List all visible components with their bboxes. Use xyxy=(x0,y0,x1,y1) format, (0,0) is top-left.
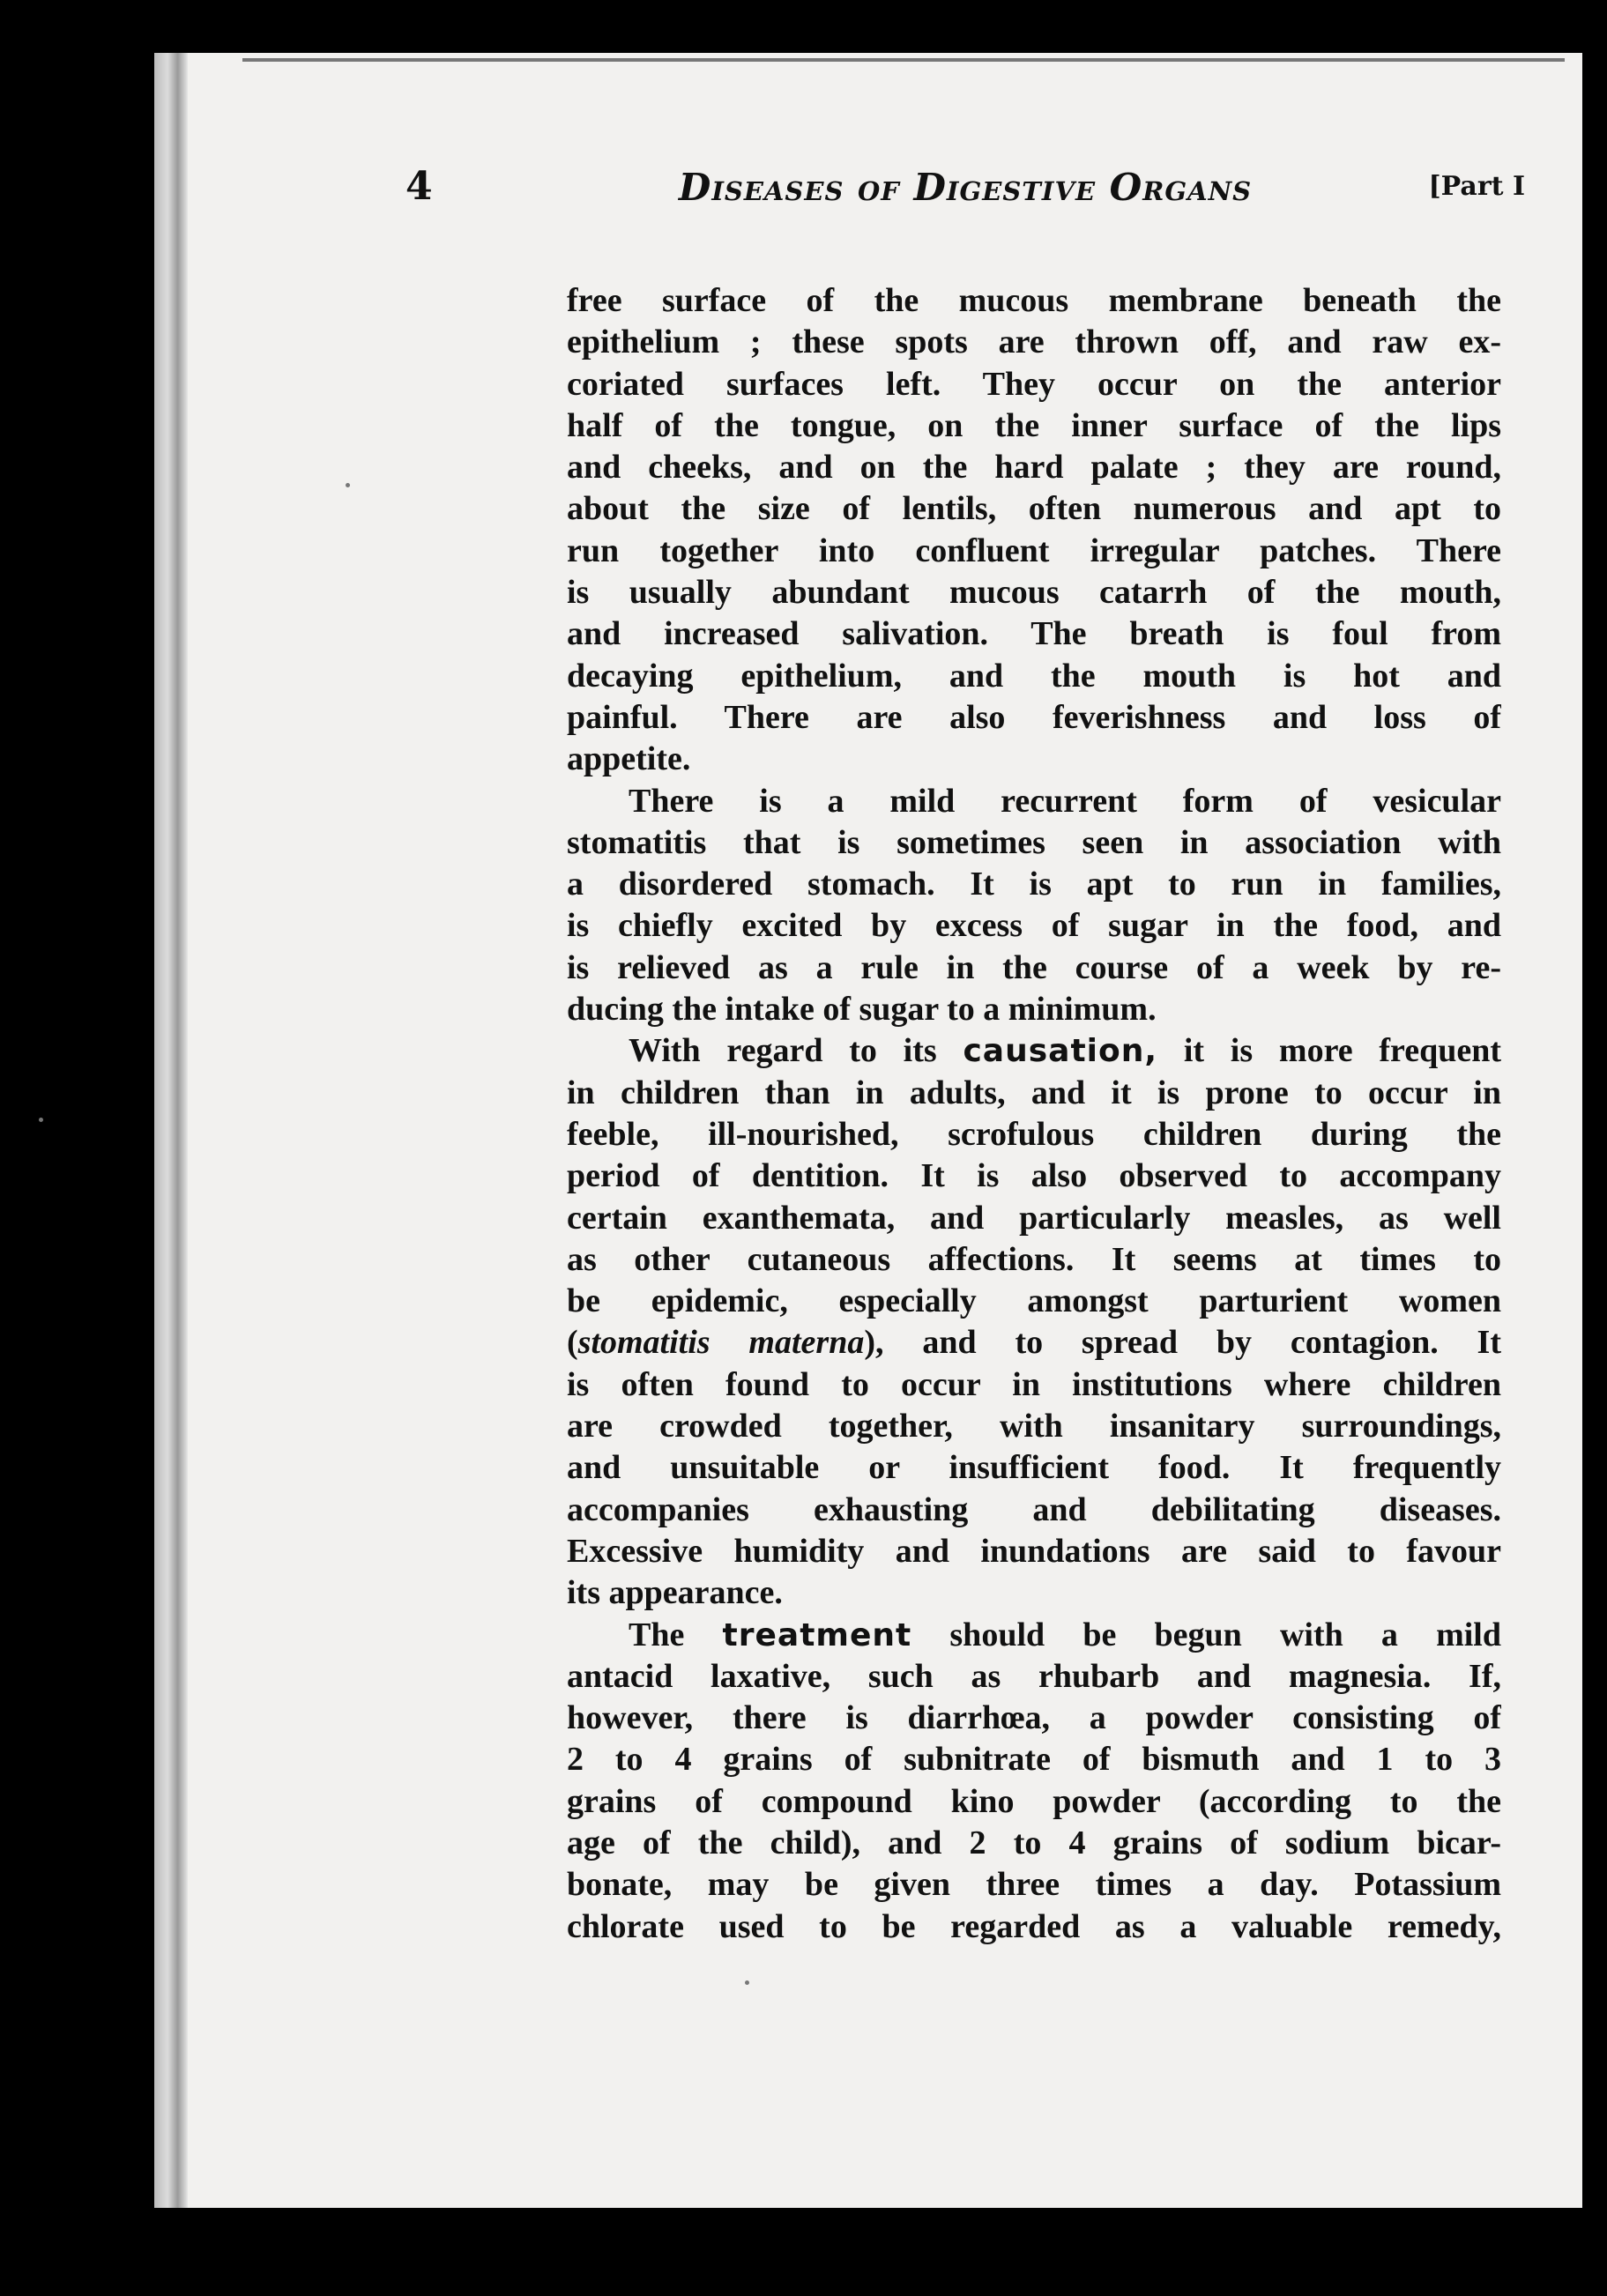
text-line: antacid laxative, such as rhubarb and magnesia. If, xyxy=(567,1657,1501,1695)
text-line: 2 to 4 grains of subnitrate of bismuth and 1 to 3 xyxy=(567,1741,1501,1779)
text-line: is relieved as a rule in the course of a week by re- xyxy=(567,948,1501,986)
running-title: Diseases of Digestive Organs xyxy=(678,166,1253,209)
text-line: is often found to occur in institutions where children xyxy=(567,1365,1501,1403)
part-label: [Part I xyxy=(1428,171,1525,202)
text-line: stomatitis that is sometimes seen in association with xyxy=(567,823,1501,861)
text-line: a disordered stomach. It is apt to run in families, xyxy=(567,866,1501,903)
text-fragment: ( xyxy=(567,1324,578,1362)
text-line: bonate, may be given three times a day. Potassium xyxy=(567,1866,1501,1904)
text-line: There is a mild recurrent form of vesicular xyxy=(629,782,1501,820)
text-line xyxy=(567,1615,1501,1656)
text-line xyxy=(567,1322,1501,1363)
scan-speck xyxy=(346,483,350,487)
text-line: age of the child), and 2 to 4 grains of sodium bicar- xyxy=(567,1824,1501,1861)
scan-speck xyxy=(745,1980,749,1985)
page-header xyxy=(405,157,1525,219)
text-line: period of dentition. It is also observed to accompany xyxy=(567,1157,1501,1195)
body-text xyxy=(567,280,1501,1948)
text-line: decaying epithelium, and the mouth is hot and xyxy=(567,657,1501,695)
text-line: be epidemic, especially amongst parturient women xyxy=(567,1282,1501,1320)
text-line: are crowded together, with insanitary surroundings, xyxy=(567,1408,1501,1445)
page-number: 4 xyxy=(405,164,433,209)
text-fragment: should be begun with a mild xyxy=(949,1616,1501,1653)
text-line: however, there is diarrhœa, a powder consisting of xyxy=(567,1699,1501,1737)
text-line: chlorate used to be regarded as a valuable remedy, xyxy=(567,1907,1501,1945)
text-line: is usually abundant mucous catarrh of the mouth, xyxy=(567,574,1501,612)
text-line: accompanies exhausting and debilitating diseases. xyxy=(567,1490,1501,1528)
italic-term: stomatitis materna xyxy=(577,1324,865,1362)
text-line: its appearance. xyxy=(567,1574,783,1612)
text-line: about the size of lentils, often numerous and apt to xyxy=(567,490,1501,528)
text-line: as other cutaneous affections. It seems at times to xyxy=(567,1240,1501,1278)
text-line: and increased salivation. The breath is foul from xyxy=(567,615,1501,653)
text-line: certain exanthemata, and particularly measles, as well xyxy=(567,1199,1501,1237)
text-line: painful. There are also feverishness and loss of xyxy=(567,698,1501,736)
text-fragment: With regard to its xyxy=(629,1032,937,1070)
text-line: and unsuitable or insufficient food. It frequently xyxy=(567,1449,1501,1487)
text-line: epithelium ; these spots are thrown off, and raw ex- xyxy=(567,323,1501,361)
book-spine-edge xyxy=(154,53,188,2208)
scan-speck xyxy=(39,1118,43,1122)
text-fragment: ), and to spread by contagion. It xyxy=(864,1324,1501,1362)
text-line: appetite. xyxy=(567,740,691,778)
text-line: run together into confluent irregular patches. There xyxy=(567,531,1501,569)
text-fragment: The xyxy=(629,1616,685,1653)
page-top-edge xyxy=(242,58,1565,62)
text-line xyxy=(567,1030,1501,1072)
text-line: free surface of the mucous membrane beneath the xyxy=(567,282,1501,319)
text-line: half of the tongue, on the inner surface of the lips xyxy=(567,406,1501,444)
text-fragment: it is more frequent xyxy=(1183,1032,1501,1070)
text-line: feeble, ill-nourished, scrofulous children during the xyxy=(567,1115,1501,1153)
text-line: Excessive humidity and inundations are said to favour xyxy=(567,1532,1501,1570)
text-line: coriated surfaces left. They occur on the anterior xyxy=(567,365,1501,403)
text-line: in children than in adults, and it is prone to occur in xyxy=(567,1074,1501,1111)
keyword-causation: causation, xyxy=(963,1033,1158,1070)
text-line: ducing the intake of sugar to a minimum. xyxy=(567,991,1157,1029)
text-line: and cheeks, and on the hard palate ; they are round, xyxy=(567,449,1501,487)
text-line: grains of compound kino powder (according to the xyxy=(567,1782,1501,1820)
text-line: is chiefly excited by excess of sugar in the food, and xyxy=(567,907,1501,945)
keyword-treatment: treatment xyxy=(722,1616,912,1653)
